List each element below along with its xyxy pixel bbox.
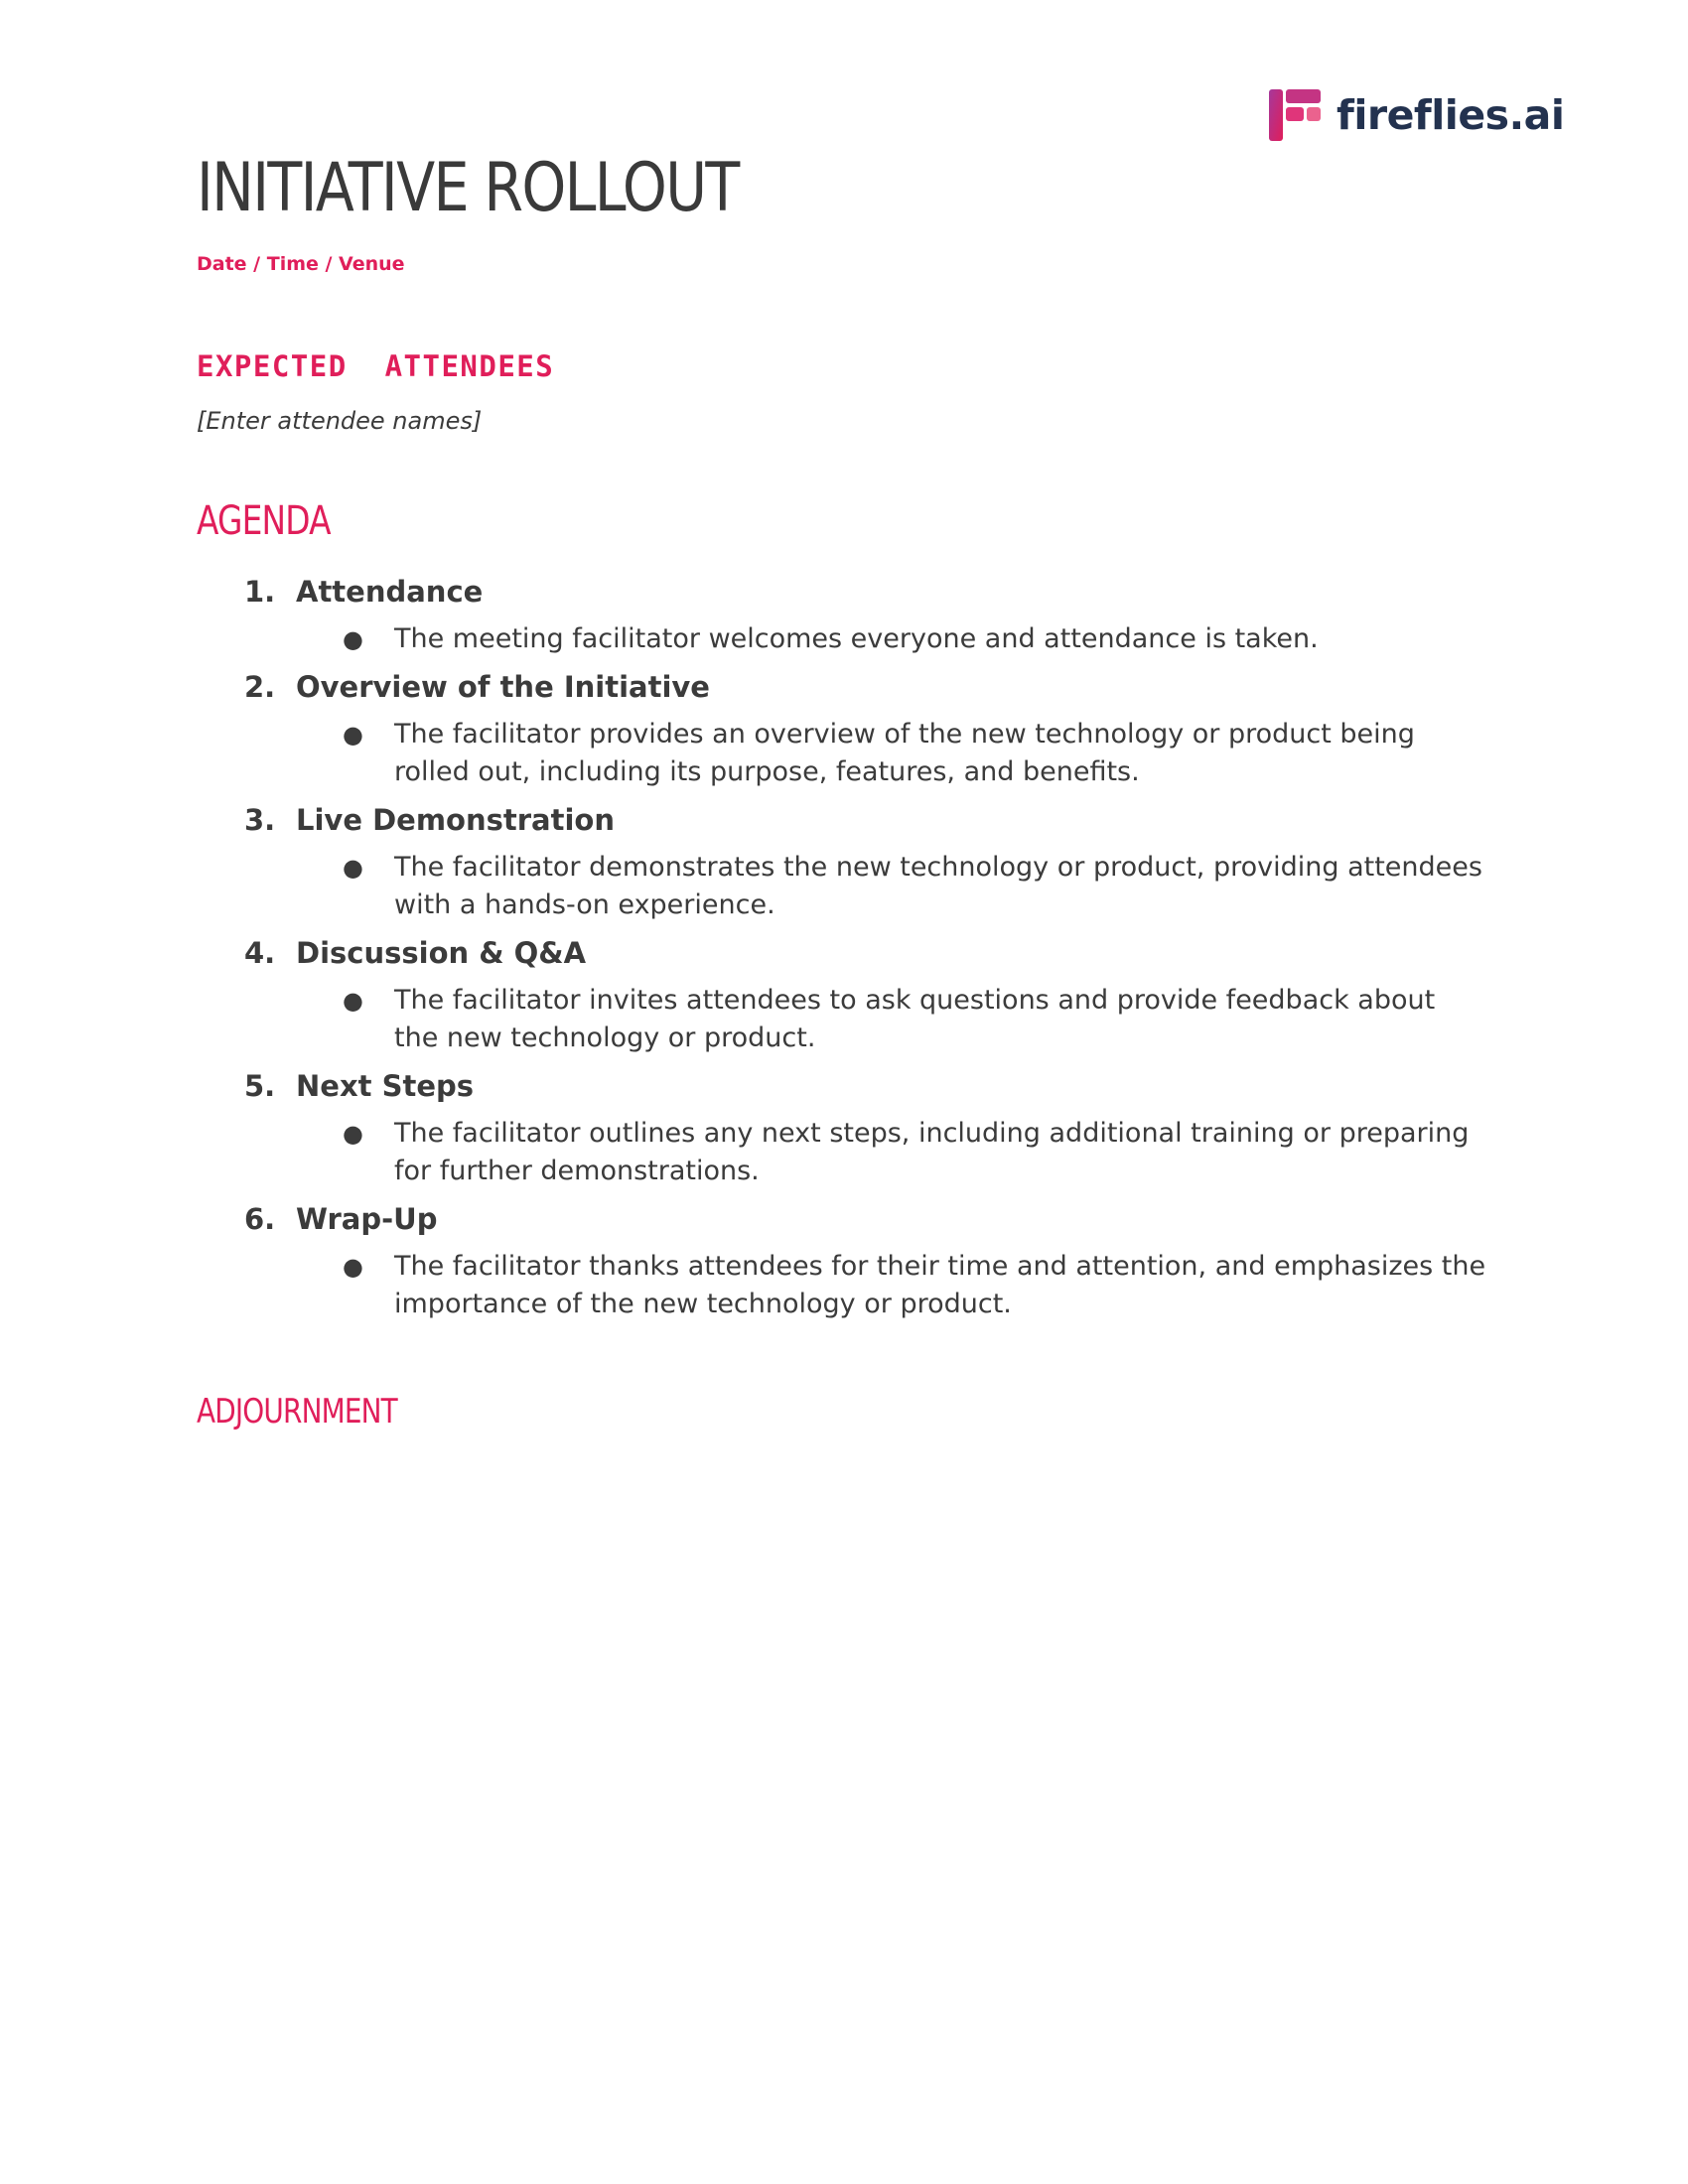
agenda-item-description-text: The facilitator demonstrates the new technology or product, providing attendees with a hands-on experience. [394, 852, 1482, 920]
agenda-item-number: 2. [244, 670, 276, 704]
agenda-item-discussion [244, 934, 1495, 1057]
agenda-item-wrap-up [244, 1200, 1495, 1323]
agenda-item-number: 3. [244, 803, 276, 837]
bullet-icon: ● [343, 987, 363, 1015]
agenda-item-description [343, 716, 1486, 791]
bullet-icon: ● [343, 721, 363, 749]
agenda-item-title: Attendance [296, 575, 484, 609]
agenda-item-description [343, 982, 1486, 1057]
adjournment-heading: ADJOURNMENT [197, 1392, 397, 1432]
agenda-item-live-demonstration [244, 801, 1495, 924]
bullet-icon: ● [343, 1253, 363, 1281]
agenda-item-title: Live Demonstration [296, 803, 615, 837]
fireflies-logo [1267, 87, 1564, 143]
agenda-item-attendance [244, 573, 1495, 658]
agenda-item-description-text: The meeting facilitator welcomes everyone and attendance is taken. [394, 623, 1319, 654]
agenda-item-title: Wrap-Up [296, 1202, 438, 1236]
agenda-item-number: 1. [244, 575, 276, 609]
agenda-item-description-text: The facilitator outlines any next steps, including additional training or preparing for further demonstrations. [394, 1118, 1470, 1186]
agenda-item-number: 6. [244, 1202, 276, 1236]
agenda-item-number: 4. [244, 936, 276, 970]
agenda-heading: AGENDA [197, 498, 331, 544]
bullet-icon: ● [343, 625, 363, 653]
agenda-item-description [343, 1248, 1486, 1323]
agenda-item-next-steps [244, 1067, 1495, 1190]
agenda-item-description-text: The facilitator provides an overview of the new technology or product being rolled out, including its purpose, features, and benefits. [394, 719, 1415, 787]
agenda-item-description [343, 849, 1486, 924]
bullet-icon: ● [343, 1120, 363, 1148]
agenda-item-title: Discussion & Q&A [296, 936, 587, 970]
agenda-item-description-text: The facilitator thanks attendees for their time and attention, and emphasizes the importance of the new technology or product. [394, 1251, 1486, 1319]
logo-text: fireflies.ai [1336, 91, 1565, 139]
date-time-venue: Date / Time / Venue [197, 253, 405, 275]
agenda-item-description [343, 1115, 1486, 1190]
agenda-item-title: Overview of the Initiative [296, 670, 710, 704]
document-title: INITIATIVE ROLLOUT [197, 149, 739, 227]
fireflies-logo-icon [1267, 87, 1323, 143]
expected-attendees-heading: EXPECTED ATTENDEES [197, 349, 555, 383]
bullet-icon: ● [343, 854, 363, 882]
agenda-item-description-text: The facilitator invites attendees to ask questions and provide feedback about the new technology or product. [394, 985, 1436, 1053]
agenda-item-number: 5. [244, 1069, 276, 1103]
attendee-names-placeholder: [Enter attendee names] [197, 407, 483, 435]
agenda-item-description [343, 620, 1486, 658]
agenda-list [244, 573, 1495, 1333]
agenda-item-overview [244, 668, 1495, 791]
agenda-item-title: Next Steps [296, 1069, 475, 1103]
